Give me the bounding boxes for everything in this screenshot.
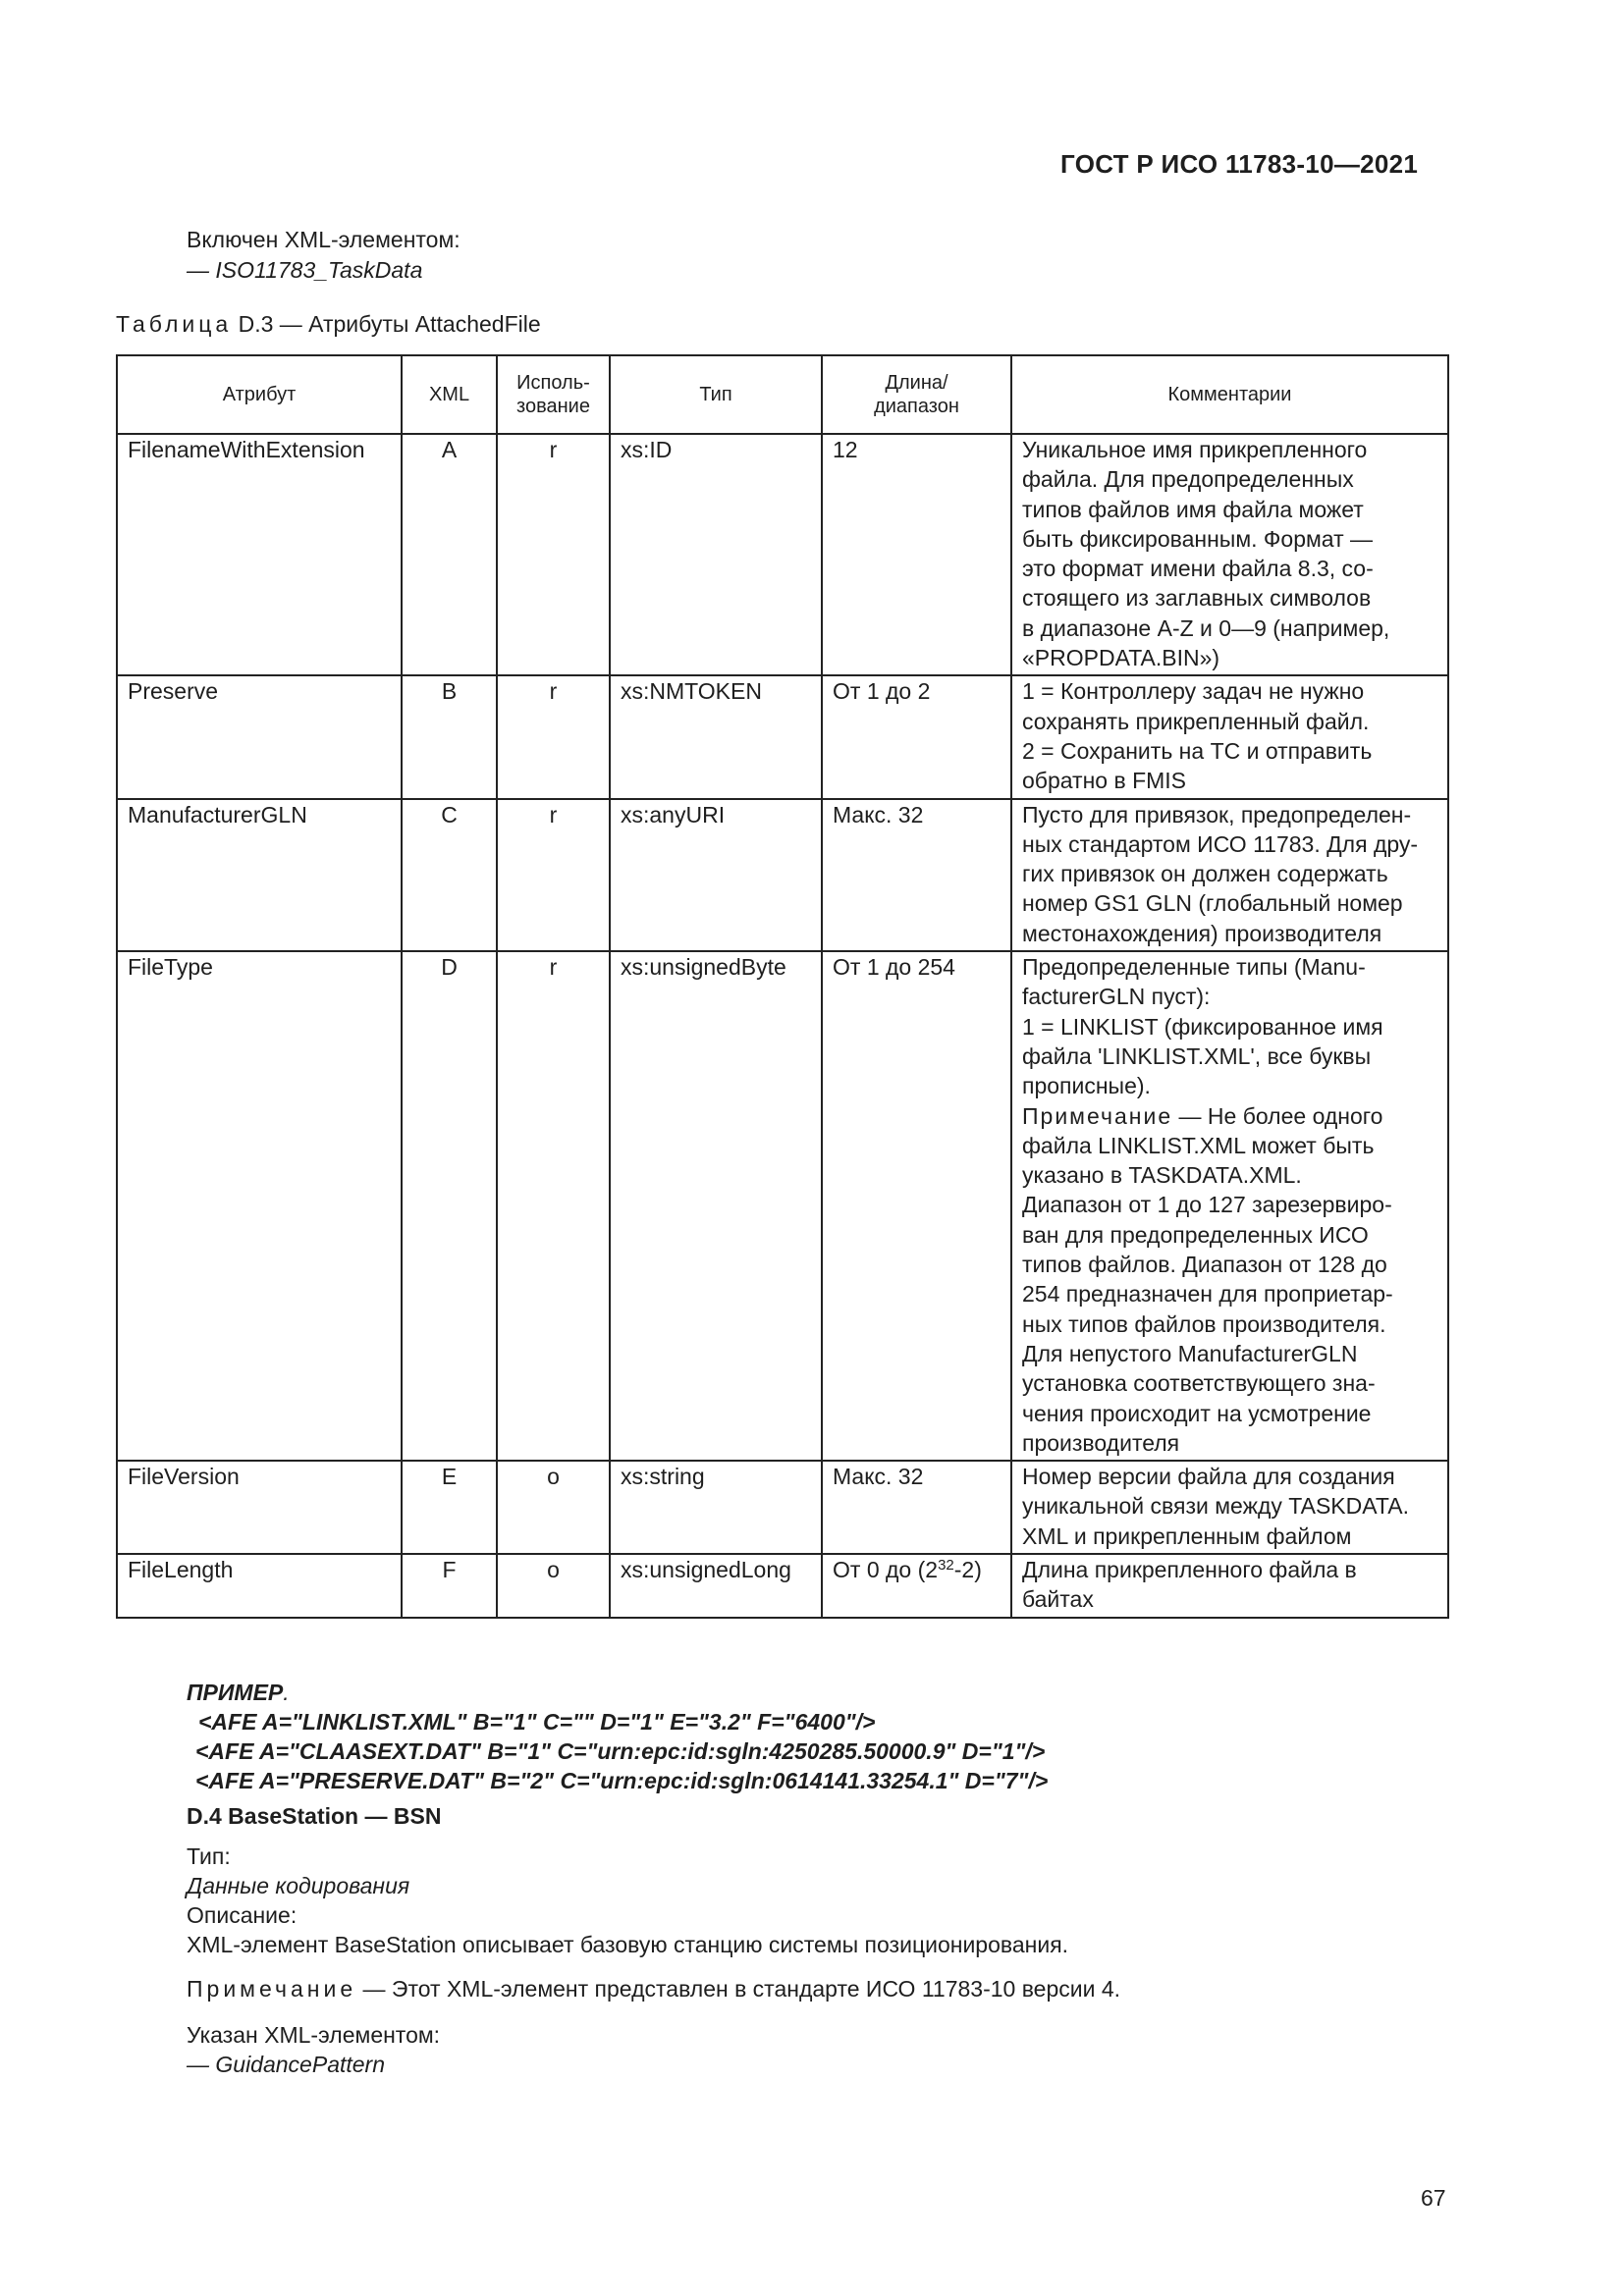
section-note [187, 1974, 1120, 2003]
header-comments: Комментарии [1011, 355, 1448, 434]
included-item: — ISO11783_TaskData [187, 257, 423, 283]
comment-line: Предопределенные типы (Manu- [1022, 954, 1366, 981]
comment-line: ных стандартом ИСО 11783. Для дру- [1022, 830, 1419, 857]
example-line: <AFE A="LINKLIST.XML" B="1" C="" D="1" E="3.2" F="6400"/> [198, 1709, 876, 1735]
cell-type: xs:string [610, 1461, 822, 1554]
cell-comment [1011, 1461, 1448, 1554]
cell-attribute: FileType [117, 951, 402, 1461]
cell-xml: B [402, 675, 497, 798]
comment-line: быть фиксированным. Формат — [1022, 525, 1374, 552]
reference-value: — GuidancePattern [187, 2052, 386, 2077]
note-head: Примечание [1022, 1102, 1173, 1129]
cell-comment [1011, 799, 1448, 951]
cell-type: xs:anyURI [610, 799, 822, 951]
comment-line: типов файлов имя файла может [1022, 496, 1364, 522]
header-xml: XML [402, 355, 497, 434]
type-value: Данные кодирования [187, 1873, 410, 1898]
cell-range: Макс. 32 [822, 1461, 1011, 1554]
example-label-text: ПРИМЕР [187, 1680, 284, 1705]
table-row [117, 675, 1448, 798]
comment-line: сохранять прикрепленный файл. [1022, 708, 1370, 734]
table-header-row [117, 355, 1448, 434]
comment-line: XML и прикрепленным файлом [1022, 1522, 1352, 1549]
cell-range: Макс. 32 [822, 799, 1011, 951]
range-exponent: 32 [938, 1556, 954, 1574]
note-line [1022, 1101, 1437, 1131]
header-range-line1: Длина/ [885, 372, 948, 394]
section-heading: D.4 BaseStation — BSN [187, 1803, 442, 1829]
cell-attribute: FileLength [117, 1554, 402, 1618]
description-value: XML-элемент BaseStation описывает базовую станцию системы позиционирования. [187, 1932, 1069, 1957]
cell-comment [1011, 1554, 1448, 1618]
attributes-table [116, 354, 1449, 1619]
cell-use: r [497, 675, 610, 798]
example-line: <AFE A="CLAASEXT.DAT" B="1" C="urn:epc:id:sgln:4250285.50000.9" D="1"/> [195, 1738, 1046, 1764]
cell-range: От 1 до 2 [822, 675, 1011, 798]
cell-xml: F [402, 1554, 497, 1618]
section-note-text: — Этот XML-элемент представлен в стандарте ИСО 11783-10 версии 4. [356, 1976, 1121, 2002]
table-row [117, 1461, 1448, 1554]
document-header: ГОСТ Р ИСО 11783-10—2021 [1060, 149, 1419, 179]
cell-use: r [497, 951, 610, 1461]
cell-attribute: ManufacturerGLN [117, 799, 402, 951]
comment-line: Диапазон от 1 до 127 зарезервиро- [1022, 1192, 1392, 1218]
comment-line: 1 = Контроллеру задач не нужно [1022, 678, 1365, 705]
comment-line: файла. Для предопределенных [1022, 466, 1354, 493]
cell-type: xs:ID [610, 434, 822, 675]
header-range [822, 355, 1011, 434]
comment-line: прописные). [1022, 1073, 1151, 1099]
cell-attribute: Preserve [117, 675, 402, 798]
header-range-line2: диапазон [874, 396, 959, 417]
table-caption-prefix: Таблица [116, 311, 233, 337]
table-caption [116, 309, 541, 339]
header-usage [497, 355, 610, 434]
table-row [117, 951, 1448, 1461]
cell-xml: A [402, 434, 497, 675]
comment-line: стоящего из заглавных символов [1022, 585, 1372, 612]
comment-line: в диапазоне A-Z и 0—9 (например, [1022, 614, 1390, 641]
comment-line: типов файлов. Диапазон от 128 до [1022, 1252, 1387, 1278]
type-label: Тип: [187, 1843, 231, 1869]
comment-line: файла 'LINKLIST.XML', все буквы [1022, 1042, 1372, 1069]
cell-use: o [497, 1461, 610, 1554]
example-line: <AFE A="PRESERVE.DAT" B="2" C="urn:epc:id:sgln:0614141.33254.1" D="7"/> [195, 1768, 1049, 1793]
comment-line: Номер версии файла для создания [1022, 1464, 1395, 1490]
cell-range: 12 [822, 434, 1011, 675]
header-usage-line2: зование [516, 396, 590, 417]
comment-line: «PROPDATA.BIN») [1022, 645, 1220, 671]
note-text: — Не более одного [1178, 1102, 1383, 1129]
table-row [117, 799, 1448, 951]
header-type: Тип [610, 355, 822, 434]
example-block [187, 1678, 1048, 1795]
cell-attribute: FilenameWithExtension [117, 434, 402, 675]
comment-line: гих привязок он должен содержать [1022, 861, 1388, 887]
comment-line: местонахождения) производителя [1022, 920, 1382, 946]
comment-line: facturerGLN пуст): [1022, 984, 1211, 1010]
cell-xml: C [402, 799, 497, 951]
table-row [117, 1554, 1448, 1618]
comment-line: 2 = Сохранить на ТС и отправить [1022, 737, 1373, 764]
comment-line: чения происходит на усмотрение [1022, 1400, 1372, 1426]
cell-comment [1011, 951, 1448, 1461]
range-suffix: -2) [953, 1556, 982, 1582]
example-label [187, 1678, 1048, 1707]
comment-line: уникальной связи между TASKDATA. [1022, 1493, 1409, 1520]
cell-attribute: FileVersion [117, 1461, 402, 1554]
table-row [117, 434, 1448, 675]
section-note-head: Примечание [187, 1976, 357, 2002]
cell-comment [1011, 675, 1448, 798]
comment-line: производителя [1022, 1429, 1180, 1456]
cell-use: r [497, 434, 610, 675]
comment-line: Длина прикрепленного файла в [1022, 1556, 1357, 1582]
included-label: Включен XML-элементом: [187, 227, 460, 252]
page-number: 67 [1421, 2185, 1446, 2211]
comment-line: 254 предназначен для проприетар- [1022, 1281, 1393, 1308]
comment-line: Для непустого ManufacturerGLN [1022, 1340, 1358, 1366]
note-line: указано в TASKDATA.XML. [1022, 1162, 1302, 1189]
comment-line: ван для предопределенных ИСО [1022, 1221, 1369, 1248]
cell-type: xs:unsignedLong [610, 1554, 822, 1618]
table-caption-text: D.3 — Атрибуты AttachedFile [238, 311, 541, 337]
cell-use: o [497, 1554, 610, 1618]
comment-line: это формат имени файла 8.3, со- [1022, 556, 1374, 582]
description-label: Описание: [187, 1902, 298, 1928]
header-attribute: Атрибут [117, 355, 402, 434]
comment-line: байтах [1022, 1586, 1094, 1613]
comment-line: Пусто для привязок, предопределен- [1022, 801, 1412, 828]
header-usage-line1: Исполь- [516, 372, 590, 394]
comment-line: установка соответствующего зна- [1022, 1370, 1376, 1397]
comment-line: Уникальное имя прикрепленного [1022, 437, 1368, 462]
comment-line: 1 = LINKLIST (фиксированное имя [1022, 1013, 1383, 1040]
reference-label: Указан XML-элементом: [187, 2022, 441, 2048]
cell-type: xs:unsignedByte [610, 951, 822, 1461]
note-line: файла LINKLIST.XML может быть [1022, 1132, 1375, 1158]
comment-line: номер GS1 GLN (глобальный номер [1022, 890, 1403, 917]
cell-xml: E [402, 1461, 497, 1554]
cell-type: xs:NMTOKEN [610, 675, 822, 798]
cell-range [822, 1554, 1011, 1618]
example-label-dot: . [283, 1680, 290, 1705]
range-prefix: От 0 до (2 [833, 1556, 939, 1582]
comment-line: ных типов файлов производителя. [1022, 1310, 1386, 1337]
cell-range: От 1 до 254 [822, 951, 1011, 1461]
cell-comment [1011, 434, 1448, 675]
cell-xml: D [402, 951, 497, 1461]
cell-use: r [497, 799, 610, 951]
comment-line: обратно в FMIS [1022, 768, 1187, 794]
